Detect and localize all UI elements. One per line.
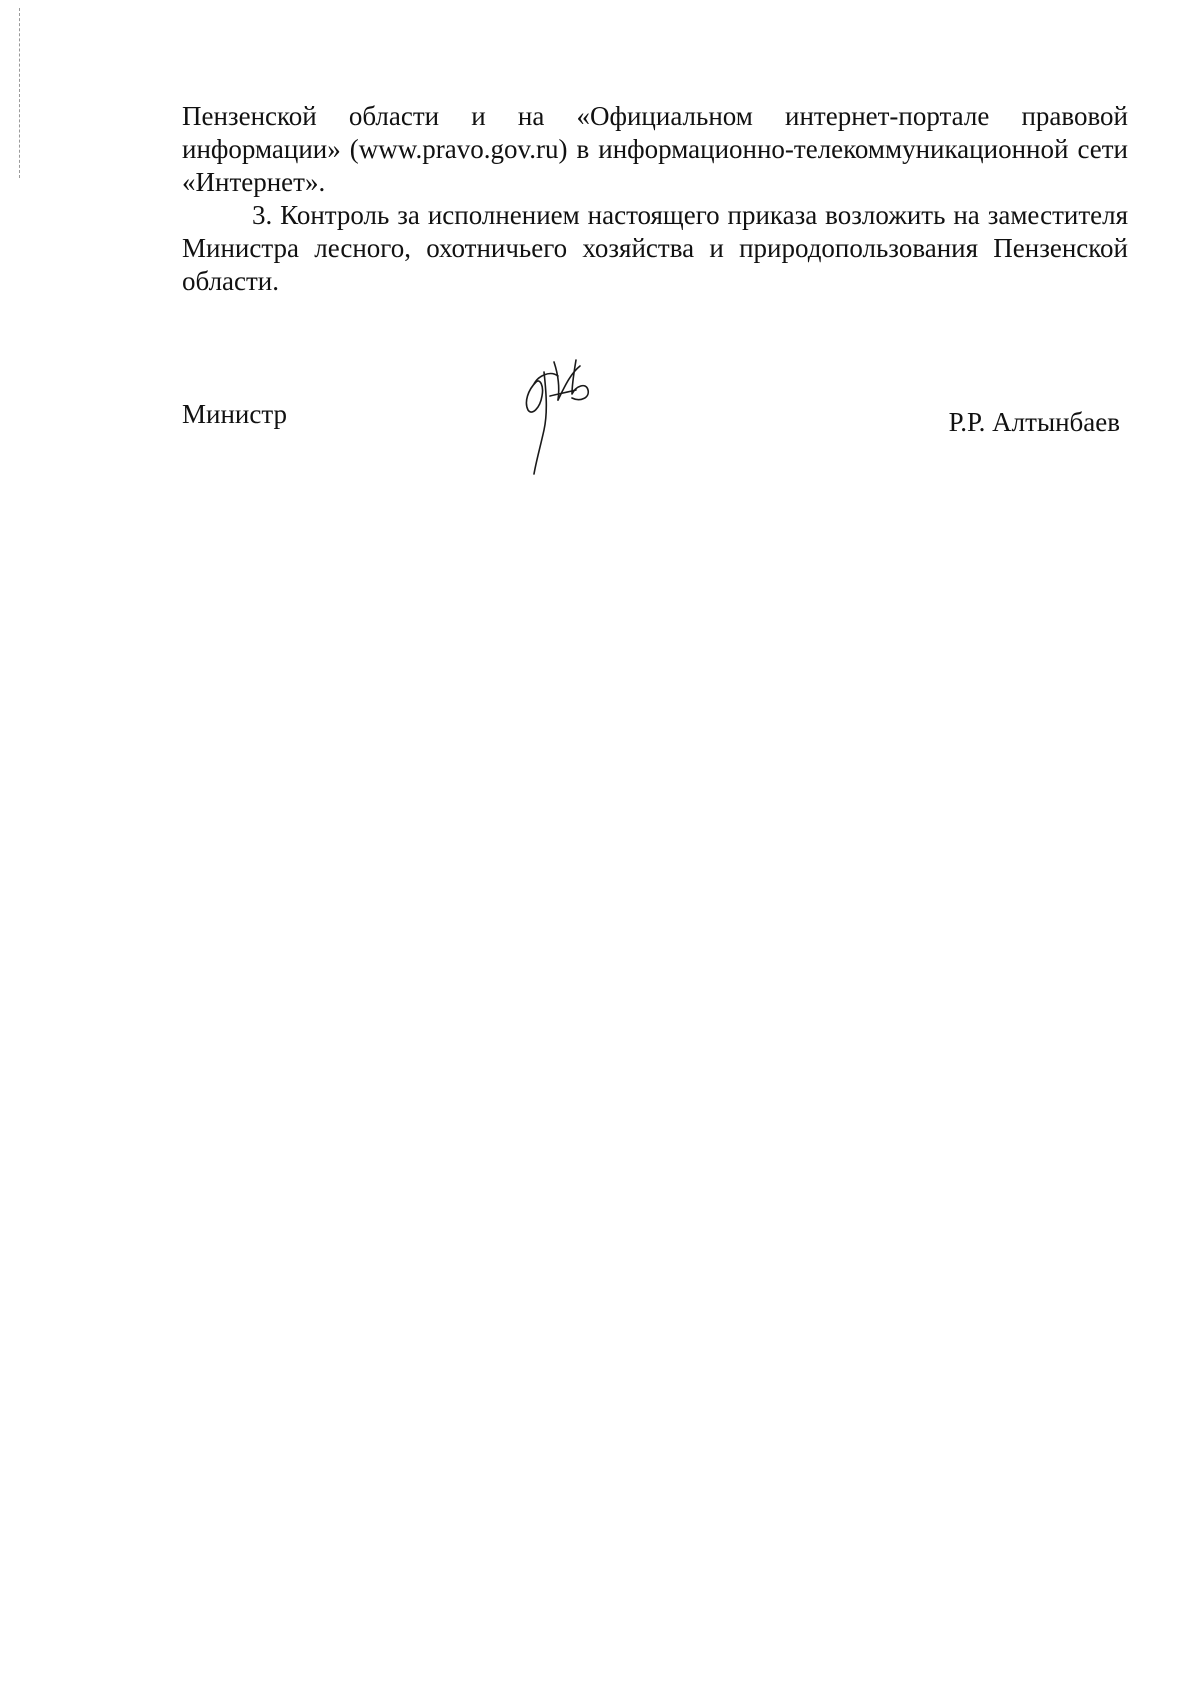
document-body: [182, 100, 1128, 298]
paragraph-3: 3. Контроль за исполнением настоящего приказа возложить на заместителя Министра лесного, охотничьего хозяйства и природопользования Пензенской области.: [182, 200, 1128, 296]
paragraph-continuation: Пензенской области и на «Официальном интернет-портале правовой информации» (www.pravo.gov.ru) в информационно-телекоммуникационной сети «Интернет».: [182, 101, 1128, 197]
signature-block: [182, 398, 1128, 438]
handwritten-signature: [514, 350, 604, 478]
signatory-title: Министр: [182, 399, 287, 429]
scan-edge-mark: [19, 8, 20, 178]
signatory-name: Р.Р. Алтынбаев: [948, 407, 1120, 437]
